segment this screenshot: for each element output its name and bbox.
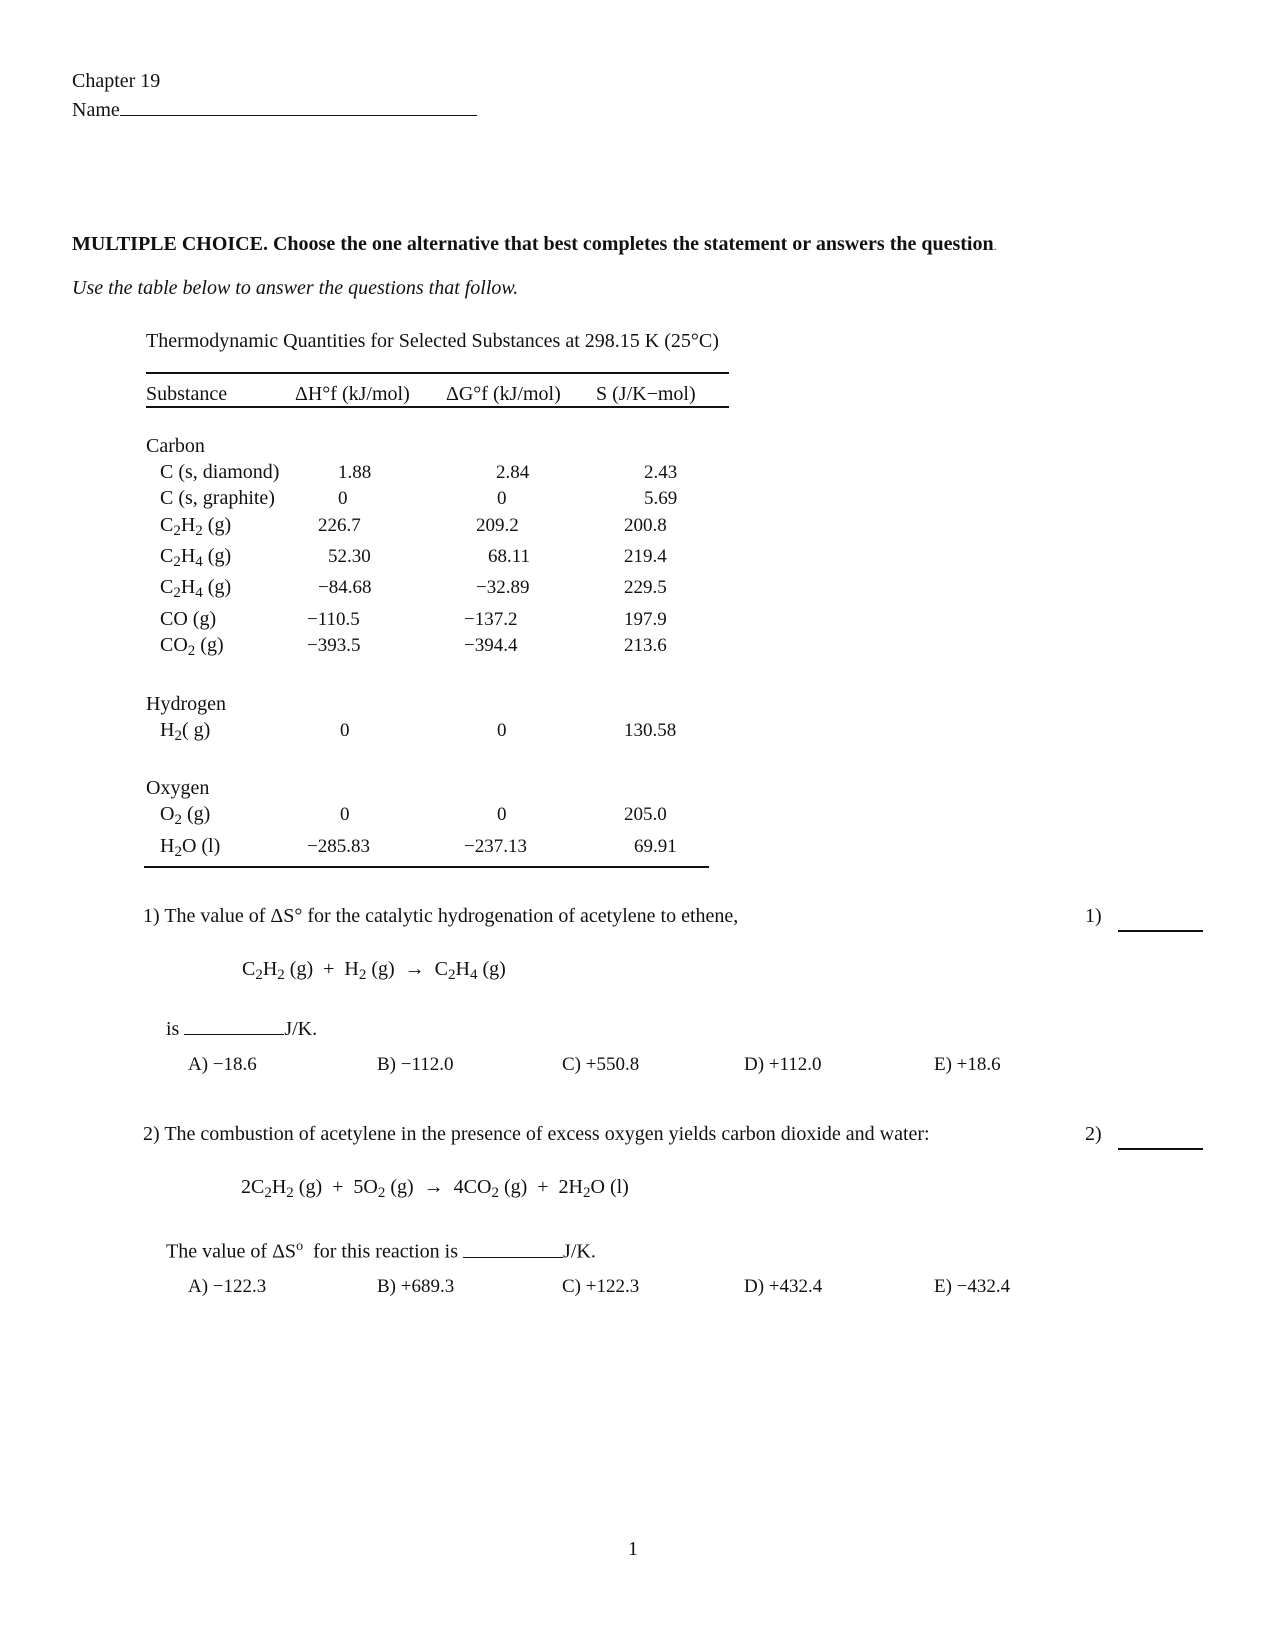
name-blank[interactable] bbox=[120, 97, 477, 116]
col-substance: Substance bbox=[146, 383, 228, 405]
row-c2h4a-dh: 52.30 bbox=[328, 546, 371, 567]
group-hydrogen: Hydrogen bbox=[146, 693, 226, 715]
row-c-graphite-dh: 0 bbox=[338, 488, 348, 509]
row-c2h4b-dg: −32.89 bbox=[476, 577, 530, 598]
row-co2-s: 213.6 bbox=[624, 635, 667, 656]
question-2-equation: $2C_2H_2$ $(g) + 5O_2$ $(g) \to 4CO_2$ $(g) + 2H_2O$ (l) bbox=[241, 1176, 629, 1201]
q1-option-b[interactable]: B) −112.0 bbox=[377, 1054, 454, 1075]
row-c-graphite-s: 5.69 bbox=[644, 488, 678, 509]
q1-option-a[interactable]: A) −18.6 bbox=[188, 1054, 257, 1075]
question-2-stem bbox=[143, 1123, 930, 1146]
row-co-dg: −137.2 bbox=[464, 609, 518, 630]
question-2-value-line bbox=[166, 1239, 596, 1264]
row-h2o-dg: −237.13 bbox=[464, 836, 527, 857]
instructions-main: MULTIPLE CHOICE. Choose the one alternative that best completes the statement or answers the question bbox=[72, 233, 994, 255]
page-number: 1 bbox=[628, 1538, 638, 1560]
row-co2-dh: −393.5 bbox=[307, 635, 361, 656]
row-c-graphite-dg: 0 bbox=[497, 488, 507, 509]
name-field[interactable] bbox=[72, 97, 477, 122]
row-c2h2-dh: 226.7 bbox=[318, 515, 361, 536]
col-dg: ΔG°f (kJ/mol) bbox=[446, 383, 561, 405]
question-1-blank-line bbox=[166, 1018, 317, 1041]
question-1-fill-blank bbox=[184, 1018, 284, 1035]
q2-option-c[interactable]: C) +122.3 bbox=[562, 1276, 640, 1297]
row-o2-s: 205.0 bbox=[624, 804, 667, 825]
row-o2-dg: 0 bbox=[497, 804, 507, 825]
q2-option-a[interactable]: A) −122.3 bbox=[188, 1276, 267, 1297]
row-h2o-dh: −285.83 bbox=[307, 836, 370, 857]
table-bottom-rule bbox=[144, 866, 709, 868]
row-o2-name: $O_2$ (g) bbox=[160, 803, 211, 828]
row-c2h4a-name: $C_2H_4$ (g) bbox=[160, 545, 232, 570]
answer-2-label: 2) bbox=[1085, 1123, 1102, 1145]
row-co2-name: $CO_2$ (g) bbox=[160, 634, 224, 659]
question-1-equation: $C_2H_2$ $(g) + H_2$ $(g) \to C_2H_4$ (g) bbox=[242, 958, 506, 983]
group-oxygen: Oxygen bbox=[146, 777, 210, 799]
question-1-is: is bbox=[166, 1018, 180, 1040]
row-o2-dh: 0 bbox=[340, 804, 350, 825]
q1-option-e[interactable]: E) +18.6 bbox=[934, 1054, 1001, 1075]
row-h2-name: $H_2$( g) bbox=[160, 719, 211, 744]
question-1-unit: J/K. bbox=[284, 1018, 318, 1040]
row-c2h2-name: $C_2H_2$ (g) bbox=[160, 514, 232, 539]
question-2-number: 2) bbox=[143, 1123, 160, 1145]
answer-1-label: 1) bbox=[1085, 905, 1102, 927]
row-c2h4a-dg: 68.11 bbox=[488, 546, 531, 567]
q1-option-d[interactable]: D) +112.0 bbox=[744, 1054, 822, 1075]
q1-option-c[interactable]: C) +550.8 bbox=[562, 1054, 640, 1075]
q2-option-d[interactable]: D) +432.4 bbox=[744, 1276, 823, 1297]
name-label: Name bbox=[72, 99, 120, 121]
answer-2-blank[interactable] bbox=[1118, 1148, 1203, 1150]
table-title: Thermodynamic Quantities for Selected Substances at 298.15 K (25°C) bbox=[146, 330, 719, 352]
col-s: S (J/K−mol) bbox=[596, 383, 696, 405]
row-c-diamond-s: 2.43 bbox=[644, 462, 678, 483]
q2-option-e[interactable]: E) −432.4 bbox=[934, 1276, 1011, 1297]
row-co-s: 197.9 bbox=[624, 609, 667, 630]
row-co-name: CO (g) bbox=[160, 608, 217, 630]
row-c2h4b-dh: −84.68 bbox=[318, 577, 372, 598]
question-2-degree: o bbox=[296, 1239, 304, 1254]
q2-option-b[interactable]: B) +689.3 bbox=[377, 1276, 455, 1297]
row-c2h2-s: 200.8 bbox=[624, 515, 667, 536]
row-h2o-name: $H_2O$ (l) bbox=[160, 835, 221, 860]
question-1-text: The value of ΔS° for the catalytic hydrogenation of acetylene to ethene, bbox=[164, 905, 739, 927]
question-2-value-prefix: The value of ΔS bbox=[166, 1240, 297, 1263]
row-c2h2-dg: 209.2 bbox=[476, 515, 519, 536]
chapter-title: Chapter 19 bbox=[72, 70, 161, 92]
row-c-diamond-name: C (s, diamond) bbox=[160, 461, 280, 483]
table-header-rule bbox=[146, 406, 729, 408]
question-2-fill-blank bbox=[463, 1241, 563, 1258]
row-c-diamond-dh: 1.88 bbox=[338, 462, 372, 483]
table-note: Use the table below to answer the questions that follow. bbox=[72, 277, 519, 299]
answer-1-blank[interactable] bbox=[1118, 930, 1203, 932]
row-c-graphite-name: C (s, graphite) bbox=[160, 487, 275, 509]
question-2-unit: J/K. bbox=[563, 1240, 596, 1263]
table-top-rule bbox=[146, 372, 729, 374]
row-co2-dg: −394.4 bbox=[464, 635, 518, 656]
col-dh: ΔH°f (kJ/mol) bbox=[295, 383, 410, 405]
question-2-text: The combustion of acetylene in the presence of excess oxygen yields carbon dioxide and water: bbox=[164, 1123, 930, 1145]
row-c2h4b-s: 229.5 bbox=[624, 577, 667, 598]
row-h2-dg: 0 bbox=[497, 720, 507, 741]
row-h2o-s: 69.91 bbox=[634, 836, 677, 857]
question-2-value-mid: for this reaction is bbox=[303, 1240, 459, 1263]
question-1-number: 1) bbox=[143, 905, 160, 927]
row-c-diamond-dg: 2.84 bbox=[496, 462, 530, 483]
row-h2-dh: 0 bbox=[340, 720, 350, 741]
group-carbon: Carbon bbox=[146, 435, 205, 457]
section-instructions bbox=[72, 233, 997, 256]
row-co-dh: −110.5 bbox=[307, 609, 360, 630]
row-c2h4b-name: $C_2H_4$ (g) bbox=[160, 576, 232, 601]
row-h2-s: 130.58 bbox=[624, 720, 677, 741]
row-c2h4a-s: 219.4 bbox=[624, 546, 667, 567]
question-1-stem bbox=[143, 905, 738, 928]
instructions-trail: . bbox=[993, 239, 997, 253]
